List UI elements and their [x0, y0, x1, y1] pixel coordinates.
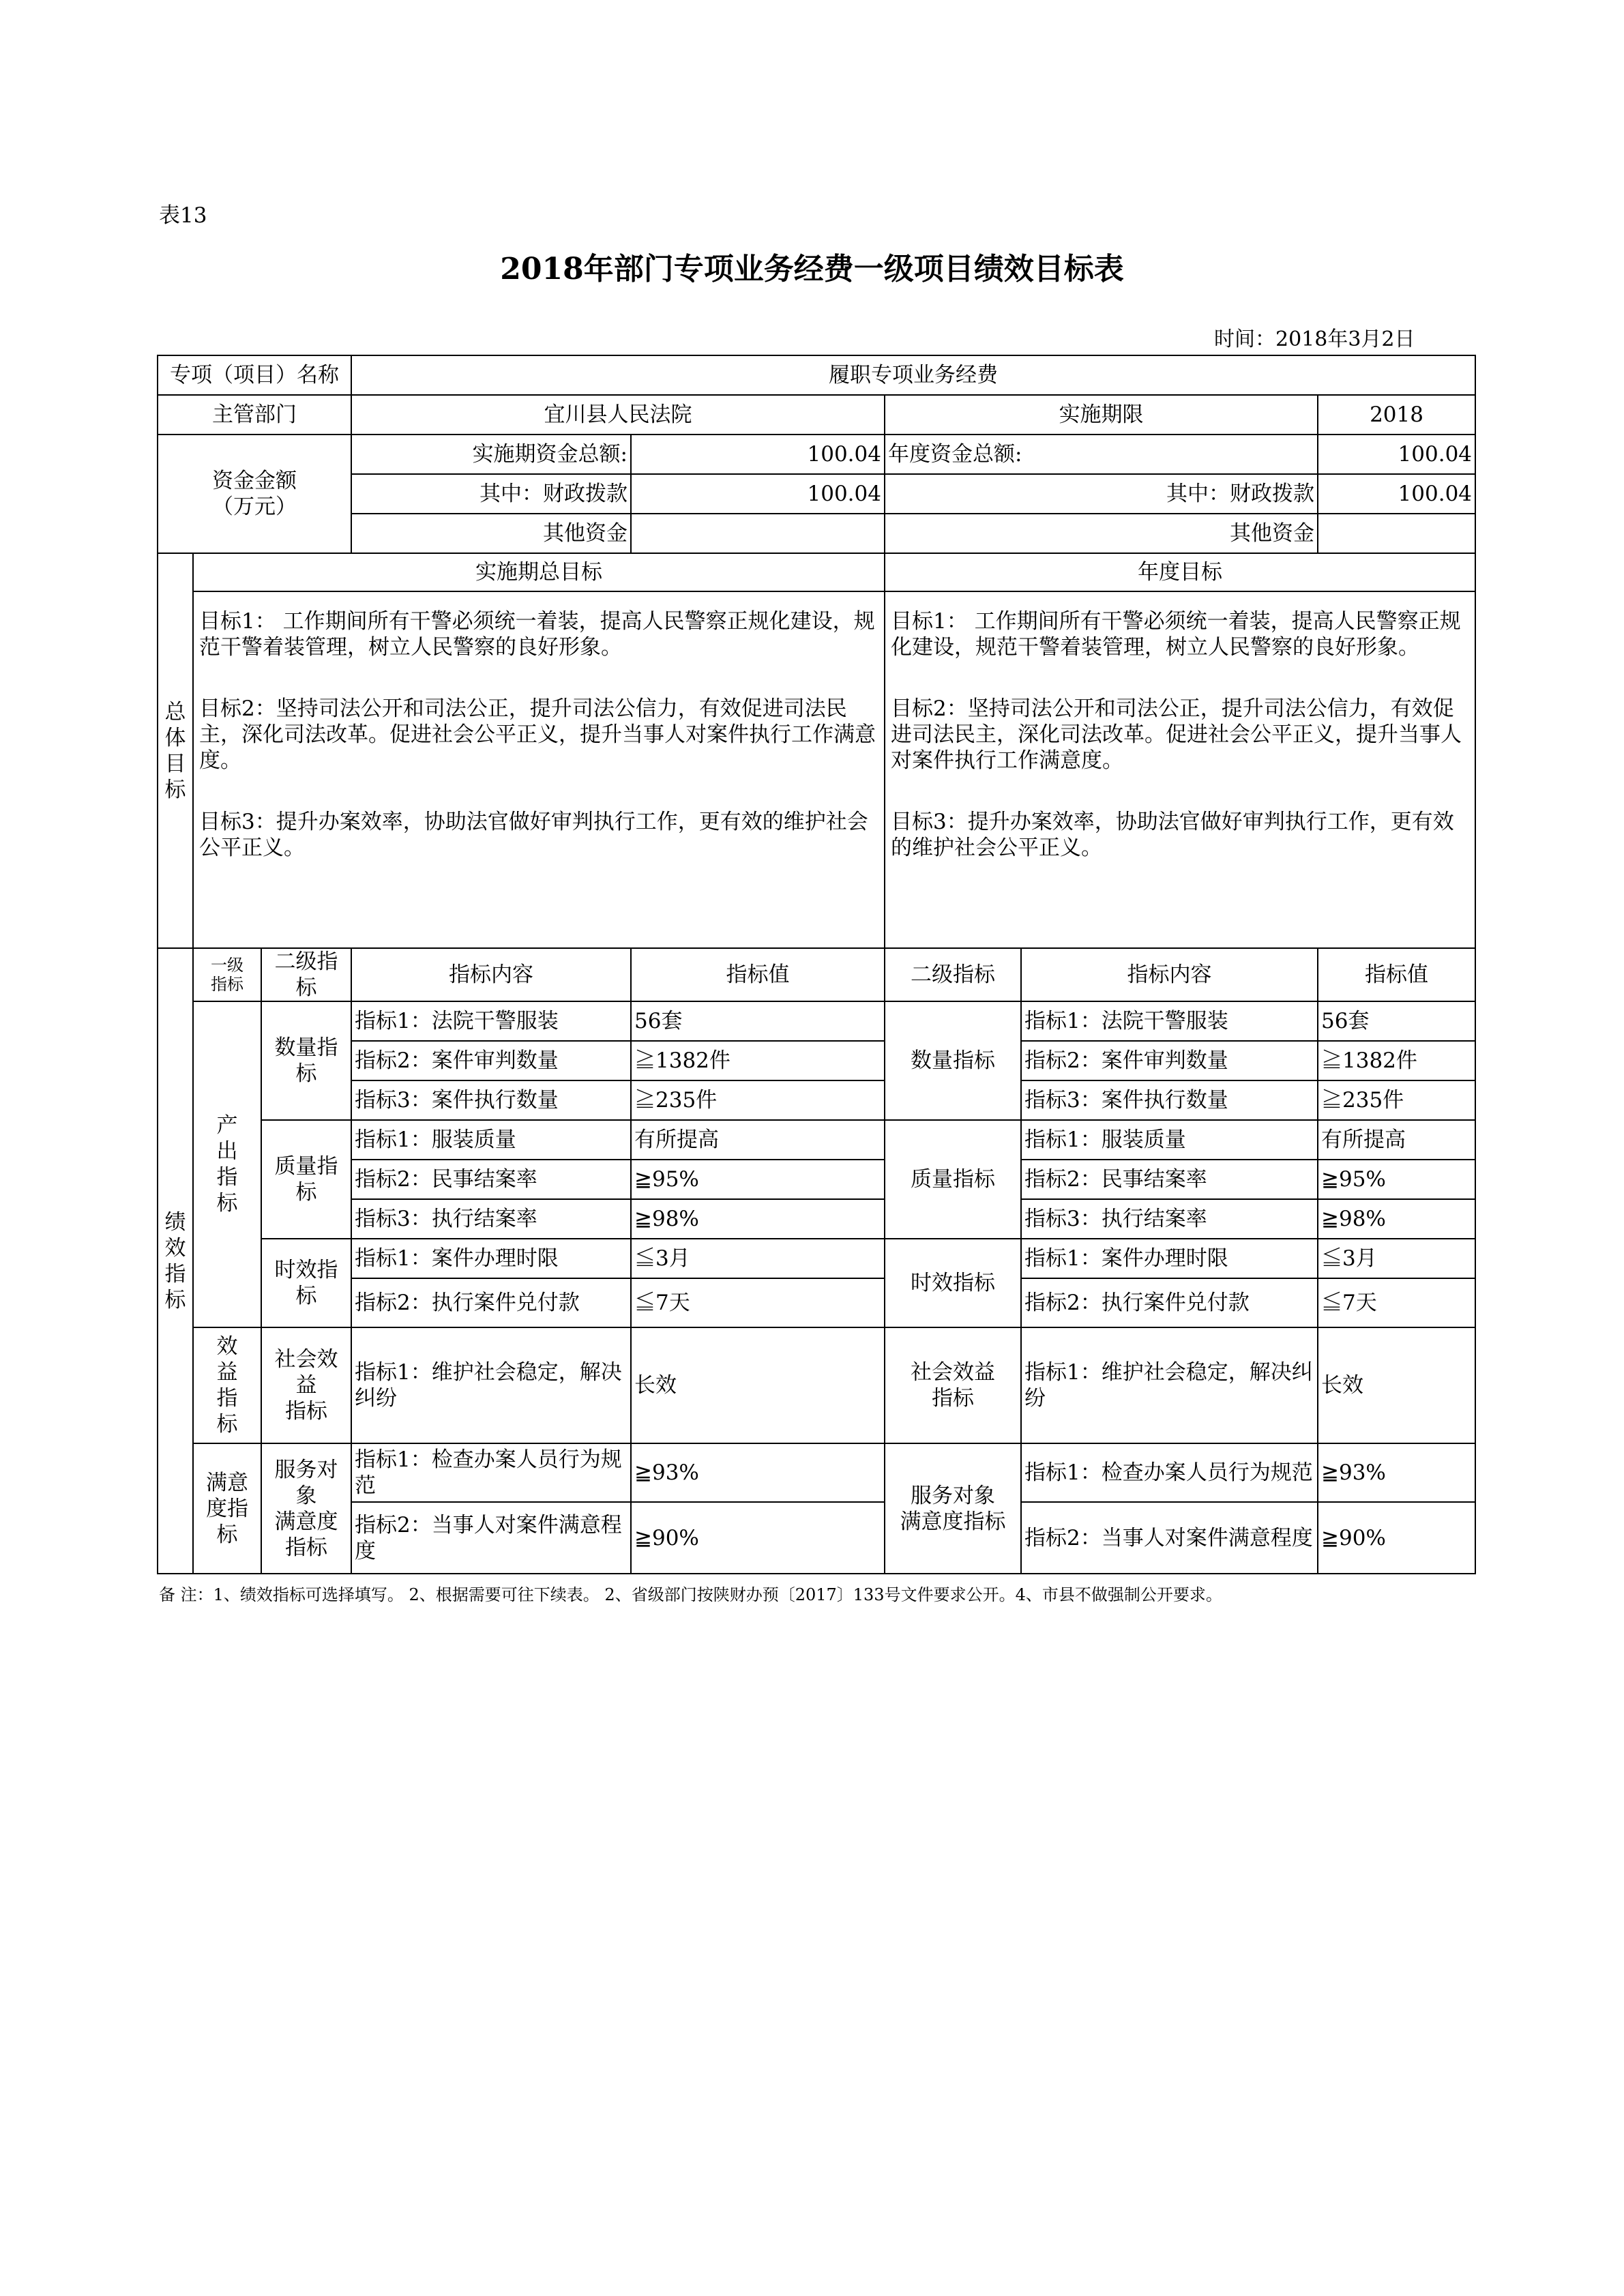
timeliness-label-right: 时效指标 — [885, 1239, 1021, 1327]
service-satisfaction-label-right: 服务对象 满意度指标 — [885, 1443, 1021, 1574]
indicator-value: ≧95% — [1318, 1160, 1475, 1199]
funds-fiscal-value: 100.04 — [631, 474, 885, 514]
indicator-content: 指标1：检查办案人员行为规范 — [351, 1443, 631, 1502]
indicator-content: 指标2：当事人对案件满意程度 — [351, 1502, 631, 1574]
annual-goals — [885, 591, 1475, 948]
indicator-value: ≦7天 — [1318, 1278, 1475, 1327]
indicator-content: 指标2：民事结案率 — [1021, 1160, 1318, 1199]
funds-label: 资金金额 （万元） — [158, 435, 351, 553]
indicator-content: 指标1：案件办理时限 — [1021, 1239, 1318, 1278]
indicator-row — [158, 1080, 1475, 1120]
indicator-value: ≦7天 — [631, 1278, 885, 1327]
annual-goal-2: 目标2：坚持司法公开和司法公正，提升司法公信力，有效促进司法民主，深化司法改革。促进社会公平正义，提升当事人对案件执行工作满意度。 — [891, 696, 1462, 773]
period-label: 实施期限 — [885, 395, 1318, 435]
col-level2-right-header: 二级指标 — [885, 948, 1021, 1001]
satisfaction-indicators-label: 满意 度指 标 — [193, 1443, 261, 1574]
department-row — [158, 395, 1475, 435]
indicator-content: 指标3：执行结案率 — [351, 1199, 631, 1239]
project-name-label: 专项（项目）名称 — [158, 355, 351, 395]
indicator-value: ≦3月 — [631, 1239, 885, 1278]
funds-other-label: 其他资金 — [351, 514, 631, 553]
annual-goal-3: 目标3：提升办案效率，协助法官做好审判执行工作，更有效的维护社会公平正义。 — [891, 810, 1454, 860]
indicator-value: ≧1382件 — [1318, 1041, 1475, 1080]
indicator-value: 长效 — [631, 1327, 885, 1443]
indicator-content: 指标3：案件执行数量 — [1021, 1080, 1318, 1120]
annual-fiscal-label: 其中：财政拨款 — [885, 474, 1318, 514]
indicator-content: 指标3：执行结案率 — [1021, 1199, 1318, 1239]
annual-total-value: 100.04 — [1318, 435, 1475, 474]
timeliness-label: 时效指 标 — [261, 1239, 351, 1327]
quality-label: 质量指 标 — [261, 1120, 351, 1239]
indicator-content: 指标2：案件审判数量 — [351, 1041, 631, 1080]
indicator-value: ≧93% — [1318, 1443, 1475, 1502]
goals-header-row — [158, 553, 1475, 591]
funds-fiscal-row — [158, 474, 1475, 514]
project-name-row — [158, 355, 1475, 395]
overall-goals-label: 总 体 目 标 — [158, 553, 193, 948]
indicator-value: ≧90% — [1318, 1502, 1475, 1574]
indicator-content: 指标2：案件审判数量 — [1021, 1041, 1318, 1080]
period-value: 2018 — [1318, 395, 1475, 435]
indicator-value: ≧95% — [631, 1160, 885, 1199]
indicator-value: 长效 — [1318, 1327, 1475, 1443]
indicator-value: ≧93% — [631, 1443, 885, 1502]
indicator-row — [158, 1160, 1475, 1199]
col-content-header: 指标内容 — [351, 948, 631, 1001]
period-goals — [193, 591, 885, 948]
date-text: 时间：2018年3月2日 — [1214, 327, 1415, 351]
indicator-row — [158, 1443, 1475, 1502]
indicator-value: ≧98% — [1318, 1199, 1475, 1239]
benefit-indicators-label: 效 益 指 标 — [193, 1327, 261, 1443]
indicator-content: 指标1：维护社会稳定，解决纠纷 — [351, 1327, 631, 1443]
indicator-content: 指标2：当事人对案件满意程度 — [1021, 1502, 1318, 1574]
indicator-value: ≧235件 — [631, 1080, 885, 1120]
col-level1-header: 一级 指标 — [193, 948, 261, 1001]
indicator-value: 有所提高 — [631, 1120, 885, 1160]
annual-goals-header: 年度目标 — [885, 553, 1475, 591]
project-name-value: 履职专项业务经费 — [351, 355, 1475, 395]
annual-goal-1: 目标1： 工作期间所有干警必须统一着装，提高人民警察正规化建设，规范干警着装管理，树立人民警察的良好形象。 — [891, 609, 1461, 660]
indicator-value: 56套 — [1318, 1001, 1475, 1041]
funds-fiscal-label: 其中：财政拨款 — [351, 474, 631, 514]
quantity-label: 数量指 标 — [261, 1001, 351, 1120]
indicator-content: 指标1：服装质量 — [351, 1120, 631, 1160]
indicator-content: 指标1：案件办理时限 — [351, 1239, 631, 1278]
performance-target-table — [157, 355, 1476, 1574]
indicator-row — [158, 1199, 1475, 1239]
funds-total-value: 100.04 — [631, 435, 885, 474]
indicators-header-row — [158, 948, 1475, 1001]
quality-label-right: 质量指标 — [885, 1120, 1021, 1239]
department-value: 宜川县人民法院 — [351, 395, 885, 435]
annual-other-label: 其他资金 — [885, 514, 1318, 553]
social-benefit-label-right: 社会效益 指标 — [885, 1327, 1021, 1443]
col-value-header: 指标值 — [631, 948, 885, 1001]
indicator-content: 指标3：案件执行数量 — [351, 1080, 631, 1120]
indicator-value: 有所提高 — [1318, 1120, 1475, 1160]
funds-total-label: 实施期资金总额: — [351, 435, 631, 474]
indicator-content: 指标1：检查办案人员行为规范 — [1021, 1443, 1318, 1502]
department-label: 主管部门 — [158, 395, 351, 435]
indicator-row — [158, 1120, 1475, 1160]
indicator-row — [158, 1327, 1475, 1443]
period-goal-3: 目标3：提升办案效率，协助法官做好审判执行工作，更有效的维护社会公平正义。 — [199, 810, 868, 860]
indicator-value: ≧90% — [631, 1502, 885, 1574]
social-benefit-label: 社会效 益 指标 — [261, 1327, 351, 1443]
period-goals-header: 实施期总目标 — [193, 553, 885, 591]
quantity-label-right: 数量指标 — [885, 1001, 1021, 1120]
annual-fiscal-value: 100.04 — [1318, 474, 1475, 514]
table-label: 表13 — [159, 203, 207, 228]
page-title: 2018年部门专项业务经费一级项目绩效目标表 — [500, 252, 1124, 286]
indicator-value: ≧235件 — [1318, 1080, 1475, 1120]
funds-other-row — [158, 514, 1475, 553]
indicator-value: 56套 — [631, 1001, 885, 1041]
indicator-content: 指标1：维护社会稳定，解决纠纷 — [1021, 1327, 1318, 1443]
col-value-right-header: 指标值 — [1318, 948, 1475, 1001]
indicator-row — [158, 1239, 1475, 1278]
annual-other-value — [1318, 514, 1475, 553]
indicator-content: 指标1：法院干警服装 — [1021, 1001, 1318, 1041]
indicator-value: ≦3月 — [1318, 1239, 1475, 1278]
goals-content-row — [158, 591, 1475, 948]
funds-other-value — [631, 514, 885, 553]
col-level2-header: 二级指 标 — [261, 948, 351, 1001]
footnote: 备 注：1、绩效指标可选择填写。 2、根据需要可往下续表。 2、省级部门按陕财办预〔2017〕133号文件要求公开。4、市县不做强制公开要求。 — [159, 1585, 1222, 1604]
indicator-content: 指标2：民事结案率 — [351, 1160, 631, 1199]
col-content-right-header: 指标内容 — [1021, 948, 1318, 1001]
funds-total-row — [158, 435, 1475, 474]
period-goal-2: 目标2：坚持司法公开和司法公正，提升司法公信力，有效促进司法民主，深化司法改革。促进社会公平正义，提升当事人对案件执行工作满意度。 — [199, 696, 876, 773]
indicator-row — [158, 1041, 1475, 1080]
indicator-content: 指标1：法院干警服装 — [351, 1001, 631, 1041]
performance-indicators-label: 绩 效 指 标 — [158, 948, 193, 1574]
period-goal-1: 目标1： 工作期间所有干警必须统一着装，提高人民警察正规化建设，规范干警着装管理，树立人民警察的良好形象。 — [199, 609, 875, 660]
indicator-row — [158, 1278, 1475, 1327]
indicator-row — [158, 1001, 1475, 1041]
indicator-value: ≧98% — [631, 1199, 885, 1239]
annual-total-label: 年度资金总额: — [885, 435, 1318, 474]
indicator-content: 指标2：执行案件兑付款 — [351, 1278, 631, 1327]
output-indicators-label: 产 出 指 标 — [193, 1001, 261, 1327]
indicator-content: 指标2：执行案件兑付款 — [1021, 1278, 1318, 1327]
service-satisfaction-label: 服务对 象 满意度 指标 — [261, 1443, 351, 1574]
indicator-value: ≧1382件 — [631, 1041, 885, 1080]
indicator-content: 指标1：服装质量 — [1021, 1120, 1318, 1160]
indicator-row — [158, 1502, 1475, 1574]
